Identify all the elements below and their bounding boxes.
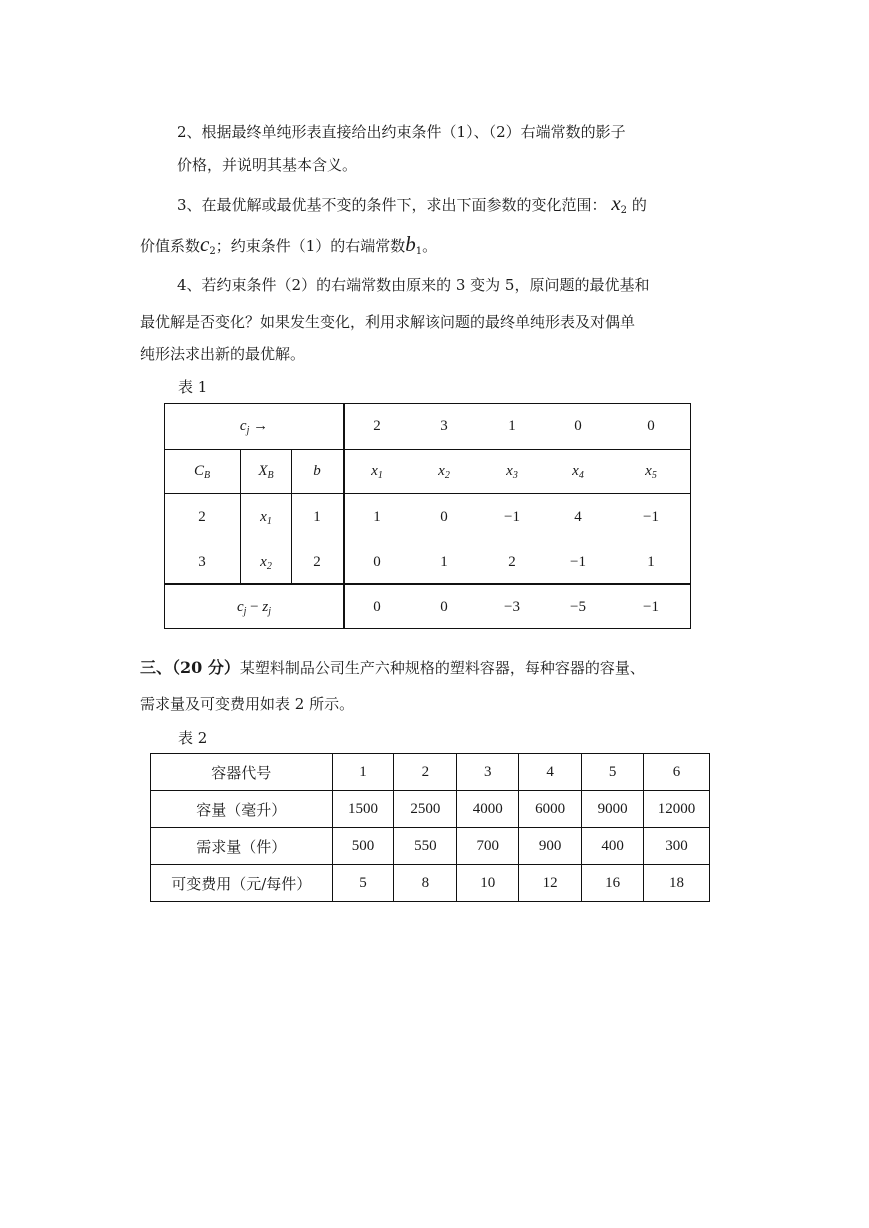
header-var: $x_1$ bbox=[371, 463, 383, 481]
q-three-line1: 三、（20 分）某塑料制品公司生产六种规格的塑料容器，每种容器的容量、 bbox=[140, 658, 645, 677]
simplex-table bbox=[164, 403, 691, 629]
cell: 500 bbox=[332, 828, 394, 865]
header-b: b bbox=[313, 463, 321, 479]
row-label: 容量（毫升） bbox=[151, 791, 333, 828]
row-label: 可变费用（元/每件） bbox=[151, 865, 333, 902]
cell: 8 bbox=[394, 865, 457, 902]
cell: 700 bbox=[457, 828, 519, 865]
table-row bbox=[151, 791, 710, 828]
cell: 2 bbox=[394, 754, 457, 791]
footer-value: −5 bbox=[570, 599, 586, 615]
cell: 4 bbox=[519, 754, 582, 791]
cell: 6 bbox=[644, 754, 710, 791]
q4-line1: 4、若约束条件（2）的右端常数由原来的 3 变为 5，原问题的最优基和 bbox=[177, 276, 650, 294]
cell: 300 bbox=[644, 828, 710, 865]
cell: 18 bbox=[644, 865, 710, 902]
table-row bbox=[151, 828, 710, 865]
q3-line1: 3、在最优解或最优基不变的条件下，求出下面参数的变化范围： $x_2$ 的 bbox=[177, 191, 647, 216]
header-var: $x_2$ bbox=[438, 463, 450, 481]
row-value: 0 bbox=[440, 509, 448, 525]
cell: 400 bbox=[582, 828, 644, 865]
header-xb: $X_B$ bbox=[258, 463, 274, 481]
cell: 550 bbox=[394, 828, 457, 865]
row-label: 容器代号 bbox=[151, 754, 333, 791]
row-value: 1 bbox=[373, 509, 381, 525]
q4-line3: 纯形法求出新的最优解。 bbox=[140, 345, 306, 363]
header-var: $x_5$ bbox=[645, 463, 657, 481]
cell: 5 bbox=[332, 865, 394, 902]
footer-value: −1 bbox=[643, 599, 659, 615]
cell: 12 bbox=[519, 865, 582, 902]
q2-line2: 价格，并说明其基本含义。 bbox=[177, 156, 358, 174]
cell: 9000 bbox=[582, 791, 644, 828]
header-cb: $C_B$ bbox=[193, 463, 211, 481]
cell: 16 bbox=[582, 865, 644, 902]
header-var: $x_4$ bbox=[572, 463, 584, 481]
row-cb: 3 bbox=[198, 554, 206, 570]
cell: 2500 bbox=[394, 791, 457, 828]
q2-line1: 2、根据最终单纯形表直接给出约束条件（1）、（2）右端常数的影子 bbox=[177, 123, 626, 141]
cell: 6000 bbox=[519, 791, 582, 828]
row-b: 2 bbox=[313, 554, 321, 570]
cell: 5 bbox=[582, 754, 644, 791]
header-var: $x_3$ bbox=[506, 463, 518, 481]
row-value: 1 bbox=[440, 554, 448, 570]
row-label: 需求量（件） bbox=[151, 828, 333, 865]
q3-line2: 价值系数$c_2$；约束条件（1）的右端常数$b_1$。 bbox=[140, 232, 438, 257]
table-row bbox=[151, 754, 710, 791]
row-value: 4 bbox=[574, 509, 582, 525]
cell: 900 bbox=[519, 828, 582, 865]
cell: 4000 bbox=[457, 791, 519, 828]
row-value: 1 bbox=[647, 554, 655, 570]
footer-label: $c_j - z_j$ bbox=[236, 599, 272, 617]
footer-value: 0 bbox=[440, 599, 448, 615]
cj-value: 2 bbox=[373, 418, 381, 434]
cj-value: 3 bbox=[440, 418, 448, 434]
row-xb: $x_1$ bbox=[260, 509, 272, 527]
table-row bbox=[151, 865, 710, 902]
cell: 3 bbox=[457, 754, 519, 791]
row-value: −1 bbox=[570, 554, 586, 570]
cell: 12000 bbox=[644, 791, 710, 828]
row-b: 1 bbox=[313, 509, 321, 525]
cj-value: 0 bbox=[647, 418, 655, 434]
q-three-line2: 需求量及可变费用如表 2 所示。 bbox=[140, 695, 355, 713]
row-value: −1 bbox=[643, 509, 659, 525]
cj-value: 1 bbox=[508, 418, 516, 434]
row-value: 0 bbox=[373, 554, 381, 570]
cj-label: $c_j$ → bbox=[239, 418, 269, 436]
cj-value: 0 bbox=[574, 418, 582, 434]
row-value: −1 bbox=[504, 509, 520, 525]
footer-value: −3 bbox=[504, 599, 520, 615]
table1-caption: 表 1 bbox=[178, 378, 208, 396]
row-cb: 2 bbox=[198, 509, 206, 525]
q4-line2: 最优解是否变化？如果发生变化，利用求解该问题的最终单纯形表及对偶单 bbox=[140, 313, 636, 331]
cell: 1 bbox=[332, 754, 394, 791]
row-xb: $x_2$ bbox=[260, 554, 272, 572]
cell: 10 bbox=[457, 865, 519, 902]
footer-value: 0 bbox=[373, 599, 381, 615]
container-table bbox=[150, 753, 710, 902]
cell: 1500 bbox=[332, 791, 394, 828]
table2-caption: 表 2 bbox=[178, 729, 208, 747]
row-value: 2 bbox=[508, 554, 516, 570]
